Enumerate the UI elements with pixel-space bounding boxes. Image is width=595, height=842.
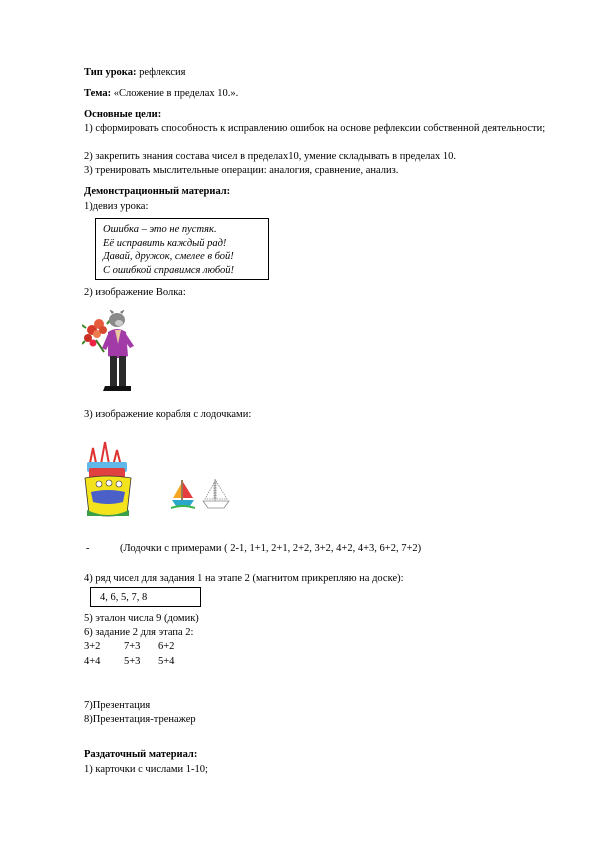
wolf-figure <box>102 310 134 391</box>
handout-item-1: 1) карточки с числами 1-10; <box>84 764 208 775</box>
topic-value: «Сложение в пределах 10.». <box>111 88 239 99</box>
demo-item-7: 7)Презентация <box>84 700 151 711</box>
demo-item-5: 5) эталон числа 9 (домик) <box>84 613 199 624</box>
boats-note: (Лодочки с примерами ( 2-1, 1+1, 2+1, 2+2, 3+2, 4+2, 4+3, 6+2, 7+2) <box>120 543 422 554</box>
demo-item-2: 2) изображение Волка: <box>84 287 186 298</box>
task-cell: 5+3 <box>124 656 141 667</box>
boat-icon <box>171 478 195 510</box>
topic-label: Тема: <box>84 88 112 99</box>
wolf-image <box>82 310 140 398</box>
goal-item-2: 2) закрепить знания состава чисел в пределах10, умение складывать в пределах 10. <box>84 151 457 162</box>
demo-heading: Демонстрационный материал: <box>84 186 231 197</box>
demo-item-3: 3) изображение корабля с лодочками: <box>84 409 252 420</box>
task-cell: 4+4 <box>84 656 101 667</box>
task-cell: 5+4 <box>158 656 175 667</box>
topic-line <box>84 87 238 100</box>
lesson-type-value: рефлексия <box>136 67 186 78</box>
handout-heading: Раздаточный материал: <box>84 749 198 760</box>
demo-item-6: 6) задание 2 для этапа 2: <box>84 627 194 638</box>
lesson-type-line <box>84 66 186 79</box>
task-cell: 3+2 <box>84 641 101 652</box>
goals-heading: Основные цели: <box>84 109 162 120</box>
motto-line: Ошибка – это не пустяк. <box>103 224 217 235</box>
task-cell: 6+2 <box>158 641 175 652</box>
motto-line: С ошибкой справимся любой! <box>103 264 235 276</box>
motto-line: Её исправить каждый рад! <box>103 237 227 249</box>
motto-line: Давай, дружок, смелее в бой! <box>103 251 234 262</box>
boat-outline-icon <box>201 477 231 511</box>
ship-image <box>83 438 133 518</box>
task-cell: 7+3 <box>124 641 141 652</box>
motto-box <box>95 218 269 280</box>
goal-item-3: 3) тренировать мыслительные операции: аналогия, сравнение, анализ. <box>84 165 399 176</box>
goal-item-1: 1) сформировать способность к исправлению ошибок на основе рефлексии собственной деятельности; <box>84 123 546 134</box>
demo-item-4: 4) ряд чисел для задания 1 на этапе 2 (магнитом прикрепляю на доске): <box>84 573 404 584</box>
bullet-dash: - <box>86 543 90 554</box>
lesson-type-label: Тип урока: <box>84 67 137 78</box>
demo-item-1: 1)девиз урока: <box>84 201 149 212</box>
demo-item-8: 8)Презентация-тренажер <box>84 714 196 725</box>
number-row-box: 4, 6, 5, 7, 8 <box>90 587 201 607</box>
